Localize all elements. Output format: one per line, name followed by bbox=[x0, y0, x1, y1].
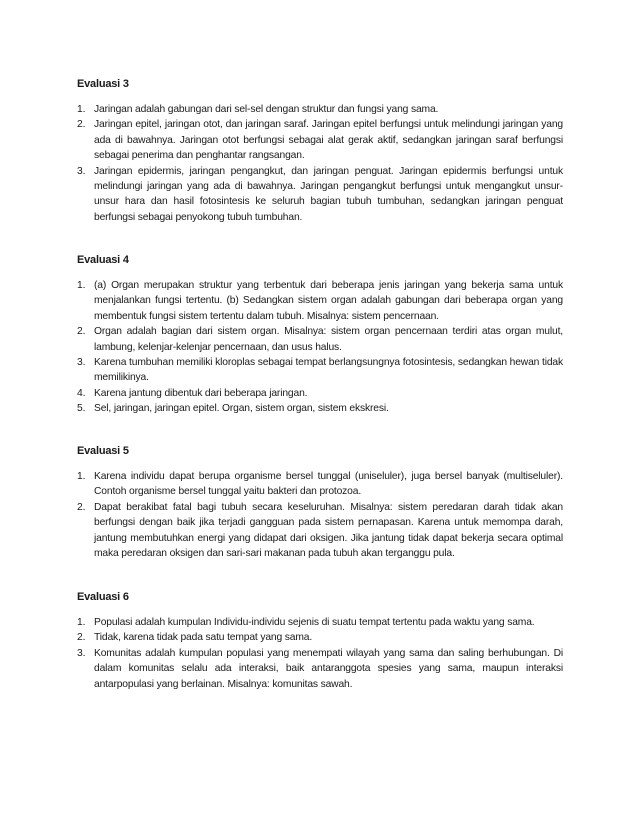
item-number: 2. bbox=[77, 119, 86, 131]
list-item bbox=[77, 646, 563, 692]
item-text: Tidak, karena tidak pada satu tempat yang sama. bbox=[94, 632, 313, 644]
list-item bbox=[77, 102, 563, 117]
list-item bbox=[77, 164, 563, 226]
item-number: 2. bbox=[77, 501, 86, 513]
item-number: 3. bbox=[77, 165, 86, 177]
item-text: Jaringan epitel, jaringan otot, dan jaringan saraf. Jaringan epitel berfungsi untuk melindungi jaringan yang ada di bawahnya. Jaringan otot berfungsi sebagai alat gerak aktif, sedangkan jaringan saraf berfungsi sebagai penerima dan penghantar rangsangan. bbox=[94, 119, 563, 162]
section-heading: Evaluasi 4 bbox=[77, 254, 129, 266]
section-evaluasi-4 bbox=[77, 253, 563, 417]
item-text: Jaringan epidermis, jaringan pengangkut, dan jaringan penguat. Jaringan epidermis berfungsi untuk melindungi jaringan yang ada di bawahnya. Jaringan pengangkut berfungsi untuk mengangkut unsur-unsur hara dan hasil fotosintesis ke seluruh bagian tubuh tumbuhan, sedangkan jaringan penguat berfungsi sebagai penyokong tubuh tumbuhan. bbox=[94, 165, 563, 223]
answer-list bbox=[77, 469, 563, 561]
item-text: Karena jantung dibentuk dari beberapa jaringan. bbox=[94, 387, 308, 399]
item-number: 5. bbox=[77, 403, 86, 415]
item-number: 2. bbox=[77, 326, 86, 338]
item-text: Karena individu dapat berupa organisme bersel tunggal (uniseluler), juga bersel banyak (multiseluler). Contoh organisme bersel tunggal yaitu bakteri dan protozoa. bbox=[94, 471, 563, 498]
item-number: 3. bbox=[77, 647, 86, 659]
list-item bbox=[77, 278, 563, 324]
list-item bbox=[77, 355, 563, 386]
item-number: 1. bbox=[77, 471, 86, 482]
item-text: Jaringan adalah gabungan dari sel-sel dengan struktur dan fungsi yang sama. bbox=[94, 104, 439, 115]
item-number: 1. bbox=[77, 617, 86, 628]
section-evaluasi-3 bbox=[77, 77, 563, 225]
list-item bbox=[77, 324, 563, 355]
section-evaluasi-5 bbox=[77, 444, 563, 561]
item-text: Organ adalah bagian dari sistem organ. Misalnya: sistem organ pencernaan terdiri atas organ mulut, lambung, kelenjar-kelenjar pencernaan, dan usus halus. bbox=[94, 326, 563, 353]
list-item bbox=[77, 500, 563, 562]
item-text: Komunitas adalah kumpulan populasi yang menempati wilayah yang sama dan saling berhubungan. Di dalam komunitas selalu ada interaksi, baik antaranggota spesies yang sama, maupun interaksi antarpopulasi yang berlainan. Misalnya: komunitas sawah. bbox=[94, 647, 563, 690]
item-number: 4. bbox=[77, 387, 86, 399]
answer-list bbox=[77, 278, 563, 417]
item-number: 1. bbox=[77, 104, 86, 115]
item-number: 2. bbox=[77, 632, 86, 644]
item-text: Populasi adalah kumpulan Individu-individu sejenis di suatu tempat tertentu pada waktu yang sama. bbox=[94, 617, 535, 628]
item-text: Karena tumbuhan memiliki kloroplas sebagai tempat berlangsungnya fotosintesis, sedangkan hewan tidak memilikinya. bbox=[94, 357, 563, 384]
item-text: Dapat berakibat fatal bagi tubuh secara keseluruhan. Misalnya: sistem peredaran darah tidak akan berfungsi dengan baik jika terjadi gangguan pada sistem pernapasan. Karena untuk memompa darah, jantung membutuhkan energi yang didapat dari oksigen. Jika jantung tidak dapat bekerja secara optimal maka peredaran oksigen dan sari-sari makanan pada tubuh akan terganggu pula. bbox=[94, 501, 563, 560]
list-item bbox=[77, 401, 563, 416]
item-number: 3. bbox=[77, 357, 86, 369]
item-number: 1. bbox=[77, 280, 86, 291]
list-item bbox=[77, 469, 563, 500]
list-item bbox=[77, 386, 563, 401]
section-heading: Evaluasi 5 bbox=[77, 445, 129, 457]
answer-list bbox=[77, 102, 563, 225]
list-item bbox=[77, 630, 563, 645]
list-item bbox=[77, 615, 563, 630]
section-heading: Evaluasi 6 bbox=[77, 591, 129, 603]
list-item bbox=[77, 117, 563, 163]
item-text: (a) Organ merupakan struktur yang terbentuk dari beberapa jenis jaringan yang bekerja sama untuk menjalankan fungsi tertentu. (b) Sedangkan sistem organ adalah gabungan dari beberapa organ yang membentuk fungsi sistem tertentu dalam tubuh. Misalnya: sistem pencernaan. bbox=[94, 280, 563, 322]
section-heading: Evaluasi 3 bbox=[77, 78, 129, 90]
answer-list bbox=[77, 615, 563, 692]
section-evaluasi-6 bbox=[77, 590, 563, 692]
item-text: Sel, jaringan, jaringan epitel. Organ, sistem organ, sistem ekskresi. bbox=[94, 403, 389, 415]
